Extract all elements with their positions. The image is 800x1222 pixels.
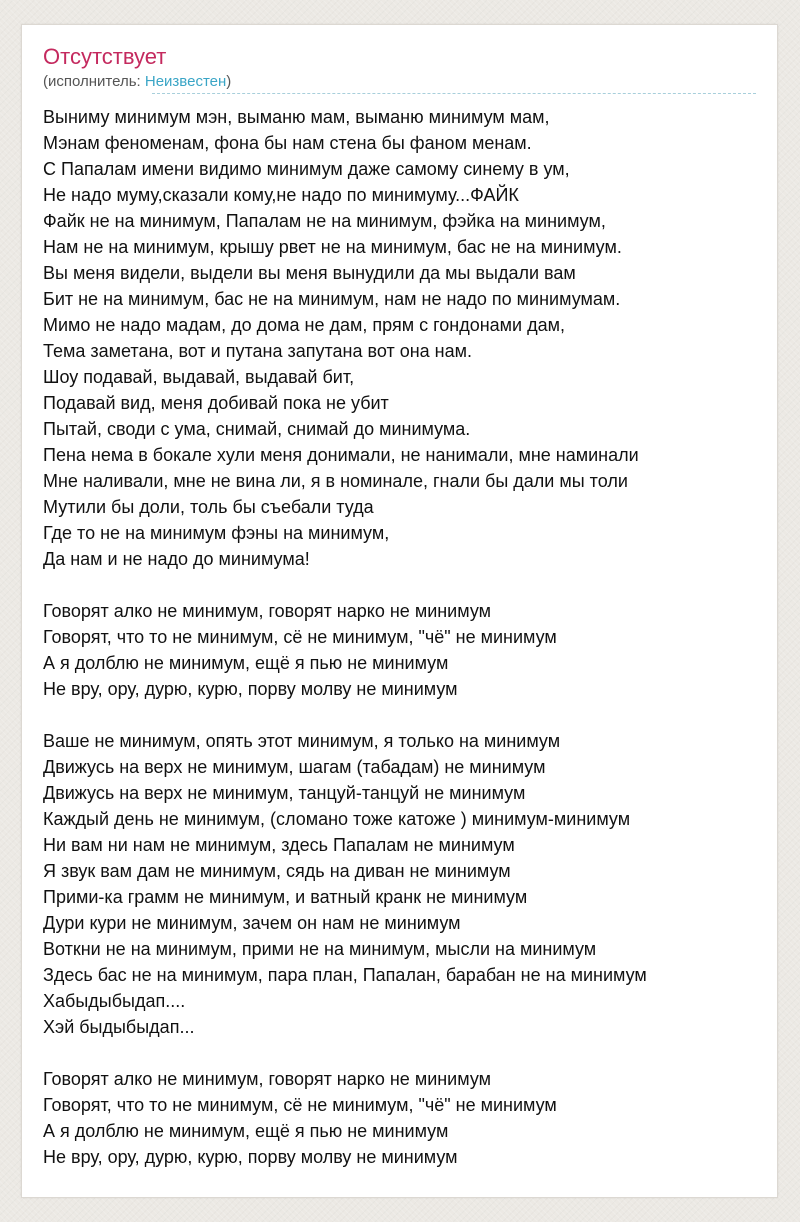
lyric-line: Хэй быдыбыдап... <box>43 1017 195 1037</box>
lyric-line: Ваше не минимум, опять этот минимум, я только на минимум <box>43 731 561 751</box>
lyric-line: Ни вам ни нам не минимум, здесь Папалам не минимум <box>43 835 515 855</box>
lyric-line: Выниму минимум мэн, выманю мам, выманю минимум мам, <box>43 107 550 127</box>
lyric-line: Говорят алко не минимум, говорят нарко не минимум <box>43 601 491 621</box>
lyric-line: Движусь на верх не минимум, танцуй-танцуй не минимум <box>43 783 526 803</box>
lyric-line: Вы меня видели, выдели вы меня вынудили да мы выдали вам <box>43 263 576 283</box>
lyric-line: Здесь бас не на минимум, пара план, Папалан, барабан не на минимум <box>43 965 647 985</box>
lyric-line: Тема заметана, вот и путана запутана вот она нам. <box>43 341 472 361</box>
lyric-line: Мимо не надо мадам, до дома не дам, прям с гондонами дам, <box>43 315 565 335</box>
stanza-gap <box>43 702 763 728</box>
artist-prefix: (исполнитель: <box>43 73 145 90</box>
lyric-line: Не надо муму,сказали кому,не надо по минимуму...ФАЙК <box>43 185 519 205</box>
lyric-line: Шоу подавай, выдавай, выдавай бит, <box>43 367 355 387</box>
lyric-line: Воткни не на минимум, прими не на минимум, мысли на минимум <box>43 939 597 959</box>
lyric-line: Движусь на верх не минимум, шагам (табадам) не минимум <box>43 757 546 777</box>
lyric-line: Пена нема в бокале хули меня донимали, не нанимали, мне наминали <box>43 445 639 465</box>
lyric-line: Говорят, что то не минимум, сё не минимум, "чё" не минимум <box>43 1095 557 1115</box>
lyric-line: Не вру, ору, дурю, курю, порву молву не минимум <box>43 1147 458 1167</box>
lyric-line: Подавай вид, меня добивай пока не убит <box>43 393 389 413</box>
lyric-line: Дури кури не минимум, зачем он нам не минимум <box>43 913 461 933</box>
lyric-line: Мутили бы доли, толь бы съебали туда <box>43 497 374 517</box>
song-title: Отсутствует <box>43 44 167 69</box>
lyric-line: Мне наливали, мне не вина ли, я в номинале, гнали бы дали мы толи <box>43 471 628 491</box>
lyric-line: Файк не на минимум, Папалам не на минимум, фэйка на минимум, <box>43 211 606 231</box>
artist-link[interactable]: Неизвестен <box>144 73 227 90</box>
lyric-line: Прими-ка грамм не минимум, и ватный кранк не минимум <box>43 887 528 907</box>
lyric-line: Не вру, ору, дурю, курю, порву молву не минимум <box>43 679 458 699</box>
artist-line <box>43 73 231 91</box>
header-divider <box>152 93 756 94</box>
lyric-line: С Папалам имени видимо минимум даже самому синему в ум, <box>43 159 570 179</box>
lyric-line: Пытай, своди с ума, снимай, снимай до минимума. <box>43 419 471 439</box>
lyric-line: Нам не на минимум, крышу рвет не на минимум, бас не на минимум. <box>43 237 622 257</box>
stanza-gap <box>43 1040 763 1066</box>
lyric-line: Бит не на минимум, бас не на минимум, нам не надо по минимумам. <box>43 289 621 309</box>
lyrics-card <box>21 24 778 1198</box>
lyrics-text <box>43 104 763 1170</box>
lyric-line: Я звук вам дам не минимум, сядь на диван не минимум <box>43 861 511 881</box>
lyric-line: Да нам и не надо до минимума! <box>43 549 310 569</box>
lyric-line: Мэнам феноменам, фона бы нам стена бы фаном менам. <box>43 133 532 153</box>
lyric-line: А я долблю не минимум, ещё я пью не минимум <box>43 653 449 673</box>
lyric-line: Говорят алко не минимум, говорят нарко не минимум <box>43 1069 491 1089</box>
lyric-line: Говорят, что то не минимум, сё не минимум, "чё" не минимум <box>43 627 557 647</box>
lyric-line: Хабыдыбыдап.... <box>43 991 186 1011</box>
lyric-line: А я долблю не минимум, ещё я пью не минимум <box>43 1121 449 1141</box>
lyric-line: Каждый день не минимум, (сломано тоже катоже ) минимум-минимум <box>43 809 631 829</box>
stanza-gap <box>43 572 763 598</box>
lyric-line: Где то не на минимум фэны на минимум, <box>43 523 390 543</box>
artist-suffix: ) <box>226 73 232 90</box>
